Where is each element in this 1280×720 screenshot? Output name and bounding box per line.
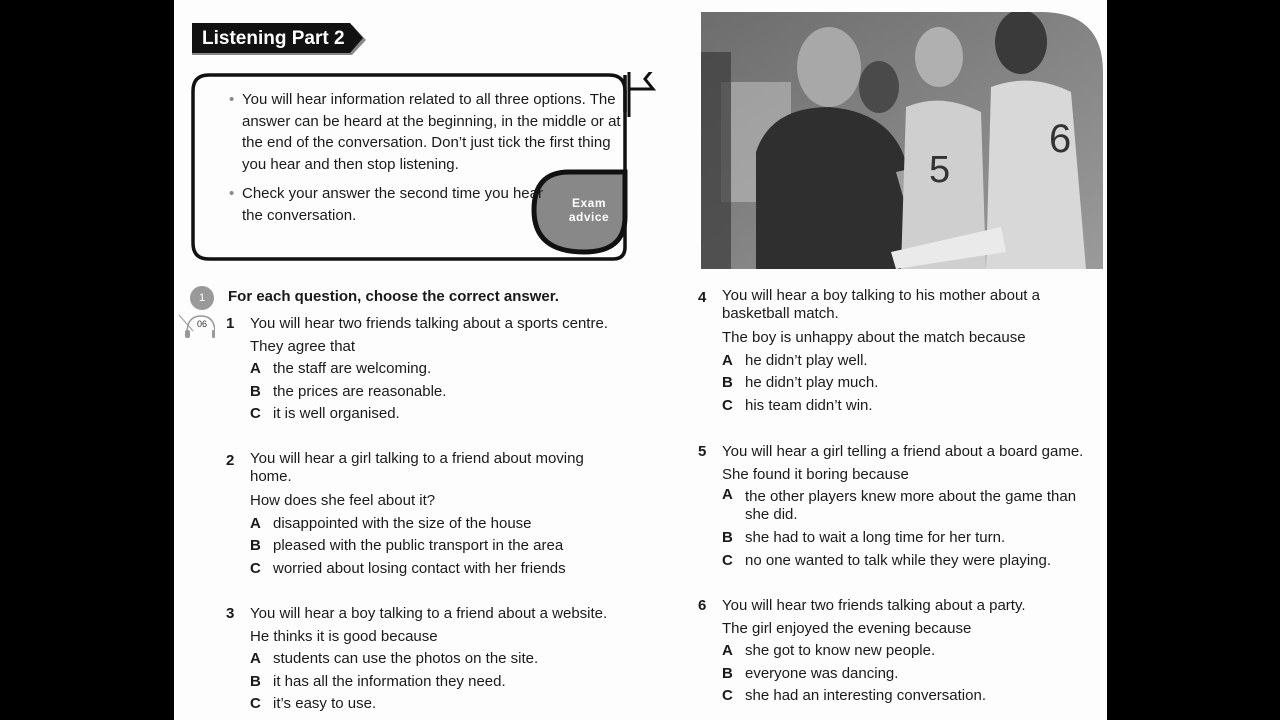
option-a[interactable] <box>722 486 1095 527</box>
option-a[interactable] <box>722 350 1067 373</box>
question-body <box>722 287 1067 417</box>
option-b[interactable] <box>722 527 1102 550</box>
option-text: the other players knew more about the game than she did. <box>745 488 1077 523</box>
question-prompt: The boy is unhappy about the match because <box>722 329 1026 346</box>
question-prompt: The girl enjoyed the evening because <box>722 619 972 637</box>
headphones-icon <box>179 313 215 339</box>
badge-line: advice <box>568 210 610 224</box>
exercise-number-badge: 1 <box>190 286 214 310</box>
option-text: it’s easy to use. <box>273 695 377 712</box>
option-text: worried about losing contact with her friends <box>273 559 566 577</box>
option-letter: B <box>250 672 261 690</box>
option-letter: B <box>722 529 733 546</box>
option-letter: C <box>250 695 261 712</box>
question-stem: You will hear a boy talking to his mother about a basketball match. <box>722 287 1040 322</box>
option-text: it is well organised. <box>273 405 400 422</box>
option-b[interactable] <box>250 381 608 404</box>
exercise-instruction: For each question, choose the correct answer. <box>228 288 559 305</box>
option-letter: A <box>722 486 733 503</box>
question-body <box>722 441 1102 572</box>
option-text: students can use the photos on the site. <box>273 650 539 667</box>
option-a[interactable] <box>250 358 608 381</box>
option-letter: C <box>250 405 261 422</box>
option-a[interactable] <box>250 513 610 536</box>
option-text: she got to know new people. <box>745 642 936 659</box>
option-text: no one wanted to talk while they were playing. <box>745 551 1052 569</box>
option-c[interactable] <box>722 550 1102 573</box>
jersey-number-6: 6 <box>1049 117 1072 161</box>
option-text: he didn’t play well. <box>745 351 868 369</box>
question-stem: You will hear a boy talking to a friend about a website. <box>250 605 608 622</box>
option-text: the prices are reasonable. <box>273 382 447 400</box>
option-letter: B <box>722 374 733 391</box>
advice-text: Check your answer the second time you hear the conversation. <box>242 185 543 224</box>
option-b[interactable] <box>250 671 607 694</box>
option-letter: A <box>250 514 261 532</box>
option-letter: C <box>722 687 733 704</box>
option-letter: B <box>250 382 261 400</box>
option-a[interactable] <box>250 648 607 671</box>
question-stem: You will hear a girl talking to a friend about moving home. <box>250 450 584 485</box>
option-c[interactable] <box>722 685 1026 708</box>
option-b[interactable] <box>722 372 1067 395</box>
option-text: pleased with the public transport in the area <box>273 537 564 554</box>
audio-track-number: 06 <box>197 319 208 329</box>
question-prompt: She found it boring because <box>722 465 909 483</box>
exercise-instruction-row <box>188 286 668 310</box>
option-b[interactable] <box>250 535 610 558</box>
question-number: 5 <box>698 443 707 460</box>
option-text: his team didn’t win. <box>745 396 873 414</box>
section-title: Listening Part 2 <box>202 28 345 49</box>
option-letter: A <box>250 360 261 377</box>
section-header <box>192 23 364 55</box>
question-stem: You will hear two friends talking about a party. <box>722 597 1026 614</box>
question-prompt: They agree that <box>250 337 356 355</box>
question-body <box>250 450 610 580</box>
bullet-icon: • <box>229 185 235 202</box>
question-body <box>250 603 607 716</box>
advice-item <box>227 183 552 226</box>
question-body <box>250 313 608 426</box>
option-letter: A <box>250 650 261 667</box>
question-prompt: How does she feel about it? <box>250 492 436 509</box>
option-text: she had to wait a long time for her turn. <box>745 529 1006 546</box>
question-number: 2 <box>226 452 235 469</box>
option-text: it has all the information they need. <box>273 672 506 690</box>
question-number: 3 <box>226 605 235 622</box>
option-letter: C <box>722 396 733 414</box>
option-c[interactable] <box>250 403 608 426</box>
question-stem: You will hear a girl telling a friend about a board game. <box>722 443 1084 460</box>
option-c[interactable] <box>250 693 607 716</box>
coach-players-photo <box>701 12 1103 269</box>
option-text: the staff are welcoming. <box>273 360 432 377</box>
exam-advice-box <box>189 72 659 262</box>
option-letter: A <box>722 351 733 369</box>
jersey-number-5: 5 <box>929 149 951 191</box>
question-number: 1 <box>226 315 235 332</box>
option-text: he didn’t play much. <box>745 374 879 391</box>
question-number: 4 <box>698 289 707 306</box>
option-letter: B <box>722 664 733 682</box>
option-c[interactable] <box>250 558 610 581</box>
option-b[interactable] <box>722 663 1026 686</box>
option-text: she had an interesting conversation. <box>745 687 986 704</box>
option-letter: C <box>722 551 733 569</box>
question-stem: You will hear two friends talking about a sports centre. <box>250 315 608 332</box>
option-letter: B <box>250 537 261 554</box>
question-body <box>722 595 1026 708</box>
advice-text: You will hear information related to all three options. The answer can be heard at the beginning, in the middle or at the end of the conversation. Don’t just tick the first thing you hear and then stop listening. <box>242 91 621 173</box>
advice-item <box>227 89 632 175</box>
option-letter: C <box>250 559 261 577</box>
badge-line: Exam <box>571 196 607 210</box>
option-a[interactable] <box>722 640 1026 663</box>
option-c[interactable] <box>722 395 1067 418</box>
option-text: disappointed with the size of the house <box>273 514 532 532</box>
question-prompt: He thinks it is good because <box>250 627 438 645</box>
question-number: 6 <box>698 597 707 614</box>
bullet-icon: • <box>229 91 235 108</box>
option-letter: A <box>722 642 733 659</box>
exam-advice-badge <box>555 196 623 224</box>
option-text: everyone was dancing. <box>745 664 899 682</box>
textbook-page <box>174 0 1107 720</box>
